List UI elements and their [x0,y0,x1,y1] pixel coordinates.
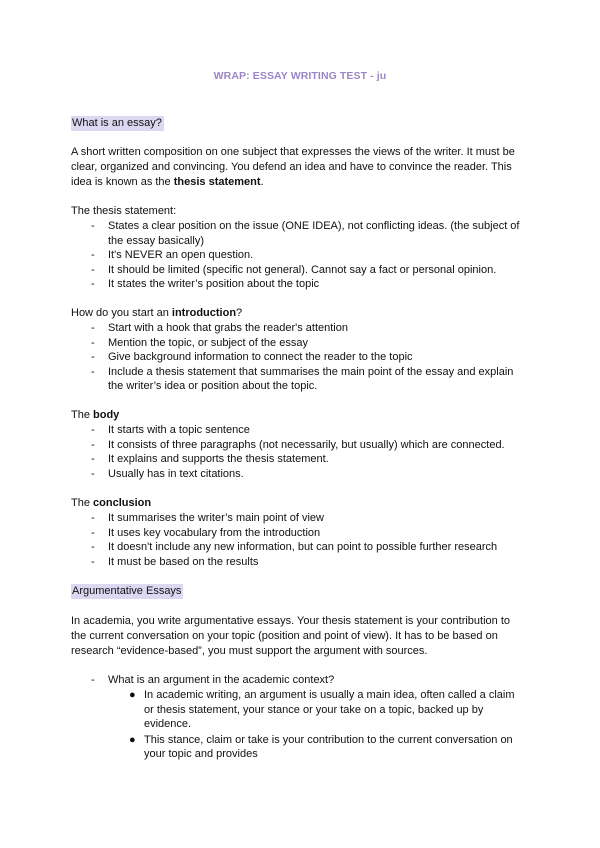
list-item: - It doesn't include any new information, but can point to possible further research [91,541,498,553]
argumentative-paragraph [71,614,531,659]
list-item-text: In academic writing, an argument is usually a main idea, often called a claim or thesis statement, your stance or your take on a topic, backed up by evidence. [144,689,515,730]
list-item-text: It uses key vocabulary from the introduction [108,526,321,539]
list-item-text: It must be based on the results [108,555,259,568]
bullet-icon: ● [129,689,136,701]
list-item: - It states the writer’s position about the topic [91,278,320,290]
body-label [71,408,119,423]
conclusion-term: conclusion [93,497,152,509]
list-item-text: It consists of three paragraphs (not necessarily, but usually) which are connected. [108,438,505,451]
essay-definition-paragraph [71,145,531,190]
list-item-text: It starts with a topic sentence [108,424,250,436]
list-item [127,733,522,762]
conclusion-label [71,496,151,511]
introduction-term: introduction [171,307,237,319]
list-item: - States a clear position on the issue (ONE IDEA), not conflicting ideas. (the subject of the essay basically) [91,220,520,247]
document-title: WRAP: ESSAY WRITING TEST - ju [213,70,387,82]
essay-definition-line-1: A short written composition on one subject that expresses the views of the writer. It must be [71,146,515,158]
list-item-text: Start with a hook that grabs the reader's attention [108,322,348,334]
list-item-text: States a clear position on the issue (ONE IDEA), not conflicting ideas. (the subject of the essay basically) [108,220,520,247]
conclusion-list [71,511,531,569]
essay-definition-line-3: idea is known as the [71,176,174,188]
introduction-label-prefix: How do you start an [71,307,172,319]
list-item-text: Include a thesis statement that summarises the main point of the essay and explain the writer’s idea or position about the topic. [108,365,514,392]
list-item: - Usually has in text citations. [91,467,244,480]
list-item [127,688,522,732]
introduction-list [71,321,531,394]
argumentative-line-1: In academia, you write argumentative essays. Your thesis statement is your contribution to [71,615,511,627]
list-item: - It uses key vocabulary from the introduction [91,526,321,539]
thesis-statement-term: thesis statement [173,176,261,188]
list-item-text: It states the writer’s position about the topic [108,278,320,290]
list-item: - It explains and supports the thesis statement. [91,453,329,465]
conclusion-label-prefix: The [71,497,94,509]
argumentative-line-2: the current conversation on your topic (position and point of view). It has to be based on [71,630,498,642]
list-item-text: Give background information to connect the reader to the topic [108,351,413,363]
list-item: - It must be based on the results [91,555,259,568]
list-item: - It summarises the writer’s main point of view [91,512,324,524]
list-item: - It's NEVER an open question. [91,249,254,261]
argumentative-line-3: research “evidence-based”, you must support the argument with sources. [71,645,428,657]
bullet-icon: ● [129,733,136,746]
thesis-statement-label: The thesis statement: [71,205,177,217]
essay-definition-line-2: clear, organized and convincing. You defend an idea and have to convince the reader. This [71,161,512,173]
list-item-text: It's NEVER an open question. [108,249,254,261]
list-item-text: It should be limited (specific not general). Cannot say a fact or personal opinion. [108,263,497,276]
list-item-text: Mention the topic, or subject of the essay [108,336,308,349]
list-item: - Include a thesis statement that summarises the main point of the essay and explain the writer’s idea or position about the topic. [91,365,514,392]
list-item: - It should be limited (specific not general). Cannot say a fact or personal opinion. [91,263,497,276]
introduction-label-suffix: ? [236,307,243,319]
argument-bullet-list [127,688,522,763]
thesis-list [71,219,531,292]
heading-argumentative-essays: Argumentative Essays [72,585,182,597]
argument-question-list [71,673,531,688]
list-item: - It starts with a topic sentence [91,424,250,436]
list-item-text: It explains and supports the thesis statement. [108,453,329,465]
argument-question: What is an argument in the academic context? [108,674,335,686]
list-item-text: It summarises the writer’s main point of view [108,512,324,524]
body-list [71,423,531,481]
introduction-label [71,306,242,321]
essay-definition-period: . [260,176,264,188]
list-item: - Mention the topic, or subject of the essay [91,336,308,349]
list-item: - It consists of three paragraphs (not necessarily, but usually) which are connected. [91,438,505,451]
body-term: body [93,409,120,421]
body-label-prefix: The [71,409,94,421]
list-item-text: Usually has in text citations. [108,467,244,480]
heading-what-is-an-essay: What is an essay? [72,117,162,129]
list-item: - What is an argument in the academic context? [91,674,335,686]
list-item: - Give background information to connect the reader to the topic [91,351,413,363]
list-item-text: It doesn't include any new information, but can point to possible further research [108,541,498,553]
list-item-text: This stance, claim or take is your contribution to the current conversation on your topic and provides [144,733,513,760]
list-item: - Start with a hook that grabs the reader's attention [91,322,348,334]
